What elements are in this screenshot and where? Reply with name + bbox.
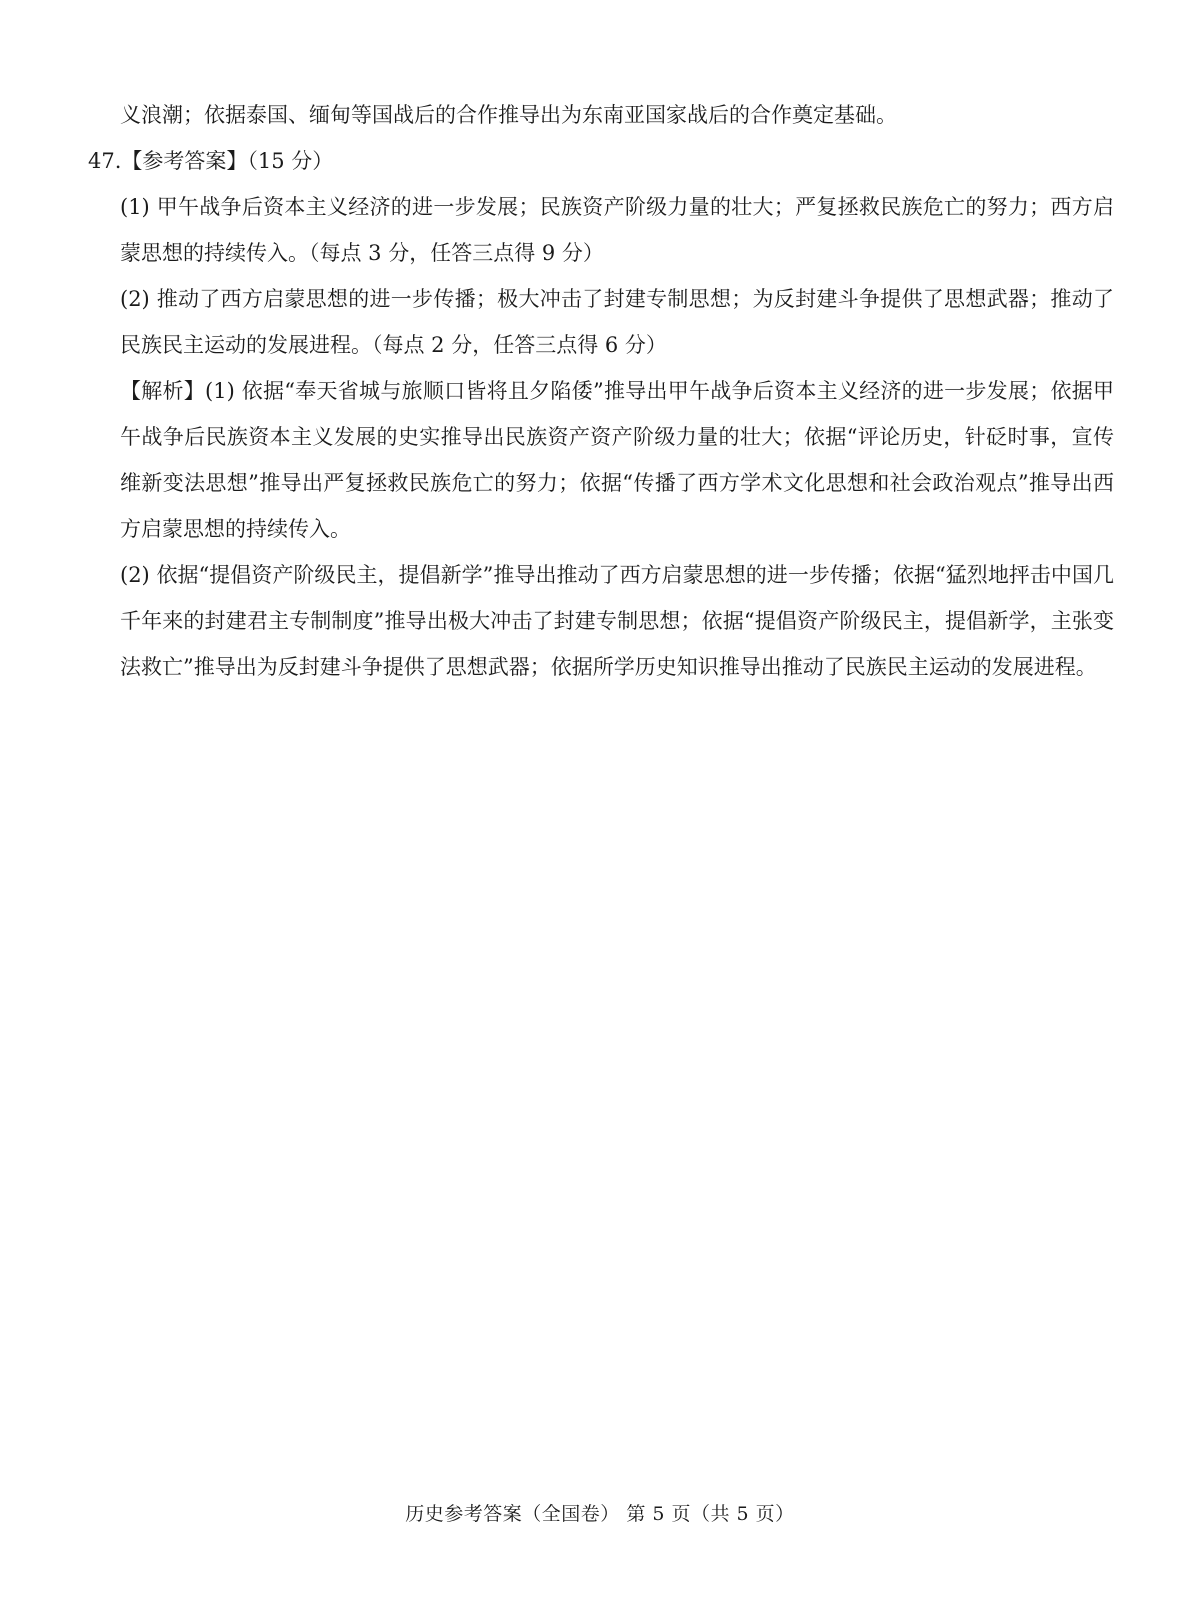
analysis-part-1: 【解析】(1) 依据“奉天省城与旅顺口皆将且夕陷倭”推导出甲午战争后资本主义经济的进一步发展；依据甲午战争后民族资本主义发展的史实推导出民族资产资产阶级力量的壮大；依据“评论历史，针砭时事，宣传维新变法思想”推导出严复拯救民族危亡的努力；依据“传播了西方学术文化思想和社会政治观点”推导出西方启蒙思想的持续传入。 [120,379,1114,541]
answer-part-2: (2) 推动了西方启蒙思想的进一步传播；极大冲击了封建专制思想；为反封建斗争提供了思想武器；推动了民族民主运动的发展进程。（每点 2 分，任答三点得 6 分） [120,287,1114,357]
page-footer: 历史参考答案（全国卷） 第 5 页（共 5 页） [405,1503,795,1525]
answer-part-1: (1) 甲午战争后资本主义经济的进一步发展；民族资产阶级力量的壮大；严复拯救民族危亡的努力；西方启蒙思想的持续传入。（每点 3 分，任答三点得 9 分） [120,195,1114,265]
question-heading: 47.【参考答案】（15 分） [88,149,334,173]
document-body [88,92,1114,690]
analysis-part-2: (2) 依据“提倡资产阶级民主，提倡新学”推导出推动了西方启蒙思想的进一步传播；依据“猛烈地抨击中国几千年来的封建君主专制制度”推导出极大冲击了封建专制思想；依据“提倡资产阶级民主，提倡新学，主张变法救亡”推导出为反封建斗争提供了思想武器；依据所学历史知识推导出推动了民族民主运动的发展进程。 [120,563,1114,679]
continuation-paragraph: 义浪潮；依据泰国、缅甸等国战后的合作推导出为东南亚国家战后的合作奠定基础。 [120,103,897,127]
